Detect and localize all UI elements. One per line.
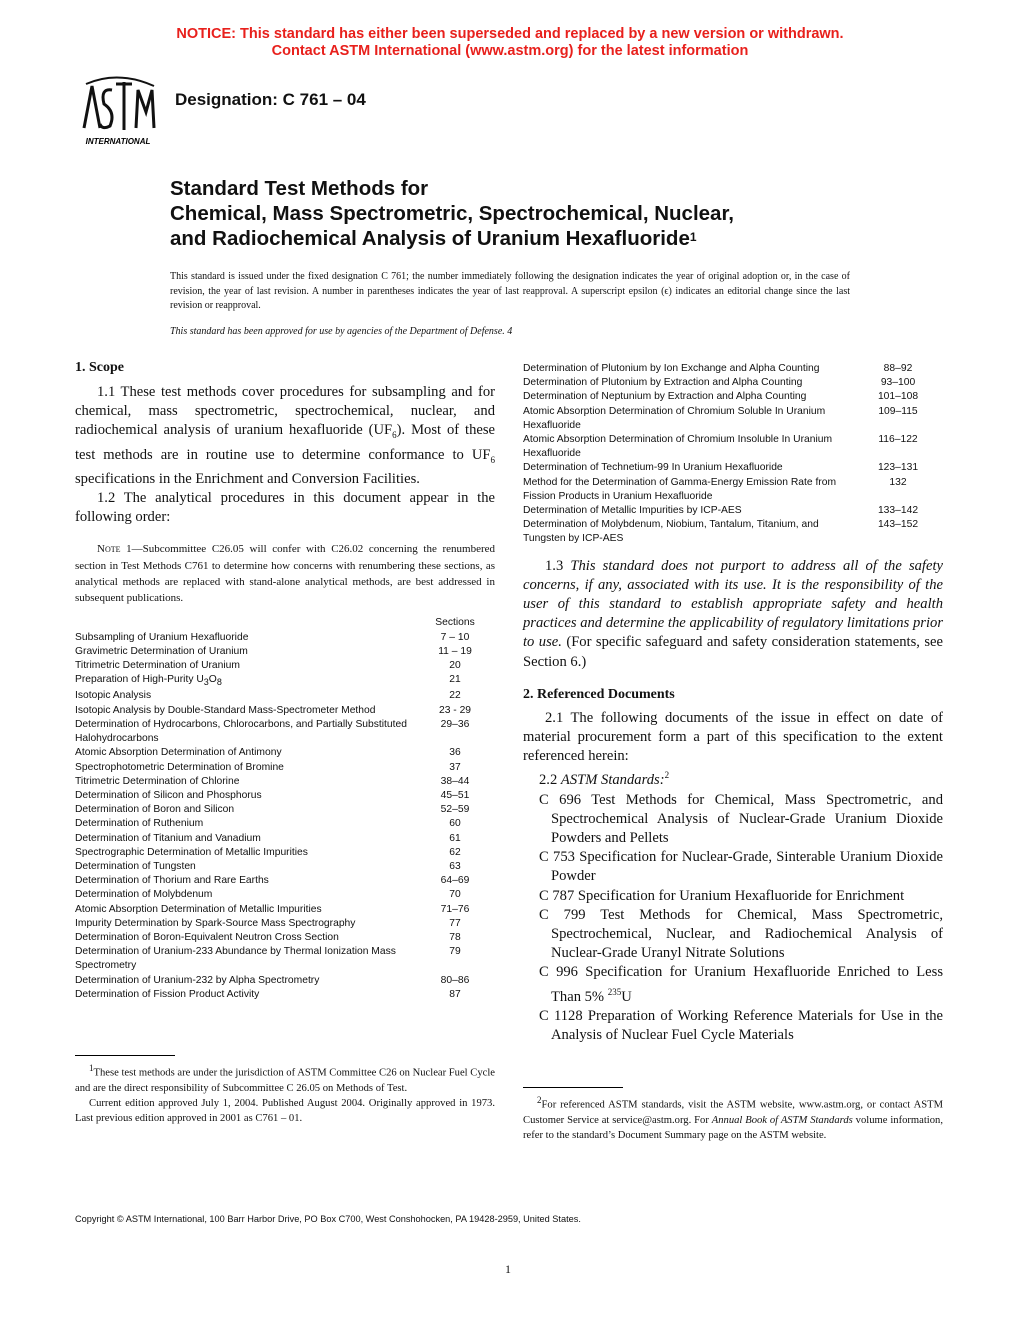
toc-sections: 133–142 (877, 505, 919, 517)
reference-item: C 787 Specification for Uranium Hexafluoride for Enrichment (539, 887, 905, 904)
notice-banner (0, 26, 1020, 60)
toc-row (75, 775, 495, 789)
title-line-1: Standard Test Methods for (170, 177, 429, 200)
toc-row (75, 903, 495, 917)
astm-standards-heading: 2.2 ASTM Standards:$^2$ (539, 770, 670, 789)
toc-sections: 80–86 (440, 974, 470, 986)
toc-row (75, 888, 495, 902)
toc-sections: 63 (449, 860, 461, 872)
toc-label: Atomic Absorption Determination of Antimony (75, 747, 282, 759)
reference-item: C 696 Test Methods for Chemical, Mass Spectrometric, and Spectrochemical Analysis of Nuclear-Grade Uranium Dioxide Powders and Pellets (539, 791, 943, 846)
toc-row (523, 518, 943, 546)
toc-label: Spectrographic Determination of Metallic Impurities (75, 846, 308, 858)
toc-sections: 21 (449, 674, 461, 686)
toc-sections: 87 (449, 988, 461, 1000)
toc-header-row (75, 616, 495, 630)
toc-label: Preparation of High-Purity U3O8 (75, 674, 222, 688)
toc-label: Determination of Molybdenum (75, 889, 213, 901)
toc-sections: 70 (449, 889, 461, 901)
toc-row (523, 390, 943, 404)
notice-line-2: Contact ASTM International (www.astm.org) for the latest information (271, 43, 749, 59)
toc-label: Determination of Technetium-99 In Uranium Hexafluoride (523, 462, 783, 474)
toc-row (523, 433, 943, 461)
toc-row (75, 761, 495, 775)
toc-sections: 20 (449, 660, 461, 672)
toc-sections: 38–44 (440, 775, 470, 787)
astm-international-logo (76, 76, 160, 148)
toc-row (523, 461, 943, 475)
referenced-paragraph-1: 2.1 The following documents of the issue in effect on date of material procurement form a part of this specification to the extent referenced herein: (523, 709, 943, 765)
toc-label: Determination of Boron and Silicon (75, 804, 235, 816)
toc-sections: 101–108 (877, 391, 919, 403)
toc-sections: 29–36 (440, 718, 470, 730)
toc-label: Atomic Absorption Determination of Metallic Impurities (75, 903, 322, 915)
toc-row (75, 645, 495, 659)
referenced-heading: 2. Referenced Documents (523, 686, 675, 702)
toc-sections: 116–122 (878, 434, 918, 446)
toc-sections: 132 (889, 476, 907, 488)
toc-row (523, 376, 943, 390)
toc-row (523, 476, 943, 504)
toc-row (75, 974, 495, 988)
toc-row (75, 917, 495, 931)
toc-sections: 109–115 (878, 405, 918, 417)
toc-row (75, 931, 495, 945)
toc-sections: 7 – 10 (440, 631, 470, 643)
toc-row (523, 362, 943, 376)
toc-sections: 37 (449, 761, 461, 773)
astm-logo-icon (76, 76, 160, 148)
toc-row (75, 718, 495, 746)
toc-label: Determination of Neptunium by Extraction and Alpha Counting (523, 391, 807, 403)
toc-sections: 22 (449, 690, 461, 702)
copyright: Copyright © ASTM International, 100 Barr Harbor Drive, PO Box C700, West Conshohocken, PA 19428-2959, United States. (75, 1214, 581, 1224)
toc-label: Determination of Fission Product Activity (75, 988, 260, 1000)
safety-paragraph: 1.3 This standard does not purport to address all of the safety concerns, if any, associated with its use. It is the responsibility of the user of this standard to establish appropriate safety and health practices and determine the applicability of regulatory limitations prior to use. (For specific safeguard and safety consideration statements, see Section 6.) (523, 557, 943, 670)
toc-label: Determination of Thorium and Rare Earths (75, 875, 269, 887)
toc-row (75, 860, 495, 874)
footnote-1: $^1$These test methods are under the jurisdiction of ASTM Committee C26 on Nuclear Fuel Cycle and are the direct responsibility of Subcommittee C 26.05 on Methods of Test. (75, 1062, 495, 1094)
logo-subtext: INTERNATIONAL (85, 137, 151, 146)
toc-row (523, 405, 943, 433)
toc-row (75, 789, 495, 803)
toc-sections: 77 (449, 917, 461, 929)
toc-row (75, 874, 495, 888)
left-column (75, 355, 495, 1126)
toc-label: Impurity Determination by Spark-Source Mass Spectrography (75, 917, 356, 929)
issued-statement: This standard is issued under the fixed designation C 761; the number immediately following the designation indicates the year of original adoption or, in the case of revision, the year of last revision. A number in parentheses indicates the year of last reapproval. A superscript epsilon (ϵ) indicates an editorial change since the last revision or reapproval. (170, 271, 850, 311)
toc-row (75, 832, 495, 846)
toc-sections: 123–131 (877, 462, 919, 474)
toc-sections-header: Sections (435, 617, 475, 629)
toc-row (523, 504, 943, 518)
toc-sections: 60 (449, 818, 461, 830)
reference-list (523, 791, 943, 964)
toc-sections: 62 (449, 846, 461, 858)
toc-sections: 64–69 (440, 875, 470, 887)
toc-label: Spectrophotometric Determination of Bromine (75, 761, 284, 773)
toc-row (75, 704, 495, 718)
toc-label: Determination of Molybdenum, Niobium, Tantalum, Titanium, and Tungsten by ICP-AES (523, 519, 819, 545)
approved-statement: This standard has been approved for use by agencies of the Department of Defense. 4 (170, 326, 513, 337)
toc-row (75, 945, 495, 973)
page-number: 1 (505, 1262, 511, 1276)
toc-label: Titrimetric Determination of Uranium (75, 660, 240, 672)
toc-sections: 93–100 (880, 377, 916, 389)
toc-label: Determination of Uranium-232 by Alpha Spectrometry (75, 974, 320, 986)
title-line-3: and Radiochemical Analysis of Uranium Hexafluoride (170, 227, 690, 250)
reference-item: C 996 Specification for Uranium Hexafluoride Enriched to Less Than 5% $^{235}$U (539, 964, 943, 1005)
reference-item: C 799 Test Methods for Chemical, Mass Spectrometric, Spectrochemical, Nuclear, and Radiochemical Analysis of Nuclear-Grade Uranyl Nitrate Solutions (539, 906, 943, 962)
toc-sections: 23 - 29 (438, 704, 472, 716)
toc-label: Method for the Determination of Gamma-Energy Emission Rate from Fission Products in Uranium Hexafluoride (523, 476, 837, 502)
notice-line-1: NOTICE: This standard has either been superseded and replaced by a new version or withdrawn. (176, 26, 844, 42)
toc-label: Determination of Tungsten (75, 860, 196, 872)
toc-sections: 36 (449, 747, 461, 759)
toc-sections: 11 – 19 (438, 645, 472, 657)
toc-label: Determination of Titanium and Vanadium (75, 832, 261, 844)
toc-label: Atomic Absorption Determination of Chromium Insoluble In Uranium Hexafluoride (523, 434, 833, 460)
toc-label: Determination of Plutonium by Extraction and Alpha Counting (523, 377, 803, 389)
toc-label: Determination of Uranium-233 Abundance by Thermal Ionization Mass Spectrometry (75, 946, 396, 972)
toc-label: Determination of Ruthenium (75, 818, 204, 830)
reference-item: C 1128 Preparation of Working Reference Materials for Use in the Analysis of Nuclear Fuel Cycle Materials (539, 1007, 943, 1043)
toc-row (75, 846, 495, 860)
scope-paragraph-2: 1.2 The analytical procedures in this document appear in the following order: (75, 489, 495, 526)
toc-sections: 52–59 (440, 804, 470, 816)
toc-label: Isotopic Analysis (75, 690, 152, 702)
footnote-1b: Current edition approved July 1, 2004. Published August 2004. Originally approved in 1973. Last previous edition approved in 2001 as C761 – 01. (75, 1097, 495, 1125)
toc-row (75, 746, 495, 760)
toc-label: Atomic Absorption Determination of Chromium Soluble In Uranium Hexafluoride (523, 405, 826, 431)
toc-label: Determination of Metallic Impurities by ICP-AES (523, 505, 742, 517)
document-title (170, 176, 870, 251)
toc-row (75, 631, 495, 645)
toc-label: Gravimetric Determination of Uranium (75, 645, 248, 657)
toc-row (75, 659, 495, 673)
toc-label: Determination of Silicon and Phosphorus (75, 789, 262, 801)
toc-row (75, 689, 495, 703)
toc-sections: 45–51 (440, 789, 470, 801)
toc-sections: 88–92 (883, 363, 913, 374)
toc-row (75, 988, 495, 1002)
scope-heading: 1. Scope (75, 360, 124, 375)
toc-sections: 143–152 (877, 519, 919, 531)
toc-label: Subsampling of Uranium Hexafluoride (75, 631, 249, 643)
note-1: Note 1—Subcommittee C26.05 will confer with C26.02 concerning the renumbered section in Test Methods C761 to determine how concerns with renumbering these sections, as analytical methods are replaced with stand-alone analytical methods, are best addressed in subsequent publications. (75, 543, 496, 605)
footnote-rule (523, 1087, 623, 1088)
toc-row (75, 817, 495, 831)
toc-sections: 79 (449, 946, 461, 958)
title-line-2: Chemical, Mass Spectrometric, Spectrochemical, Nuclear, (170, 202, 734, 225)
reference-item: C 753 Specification for Nuclear-Grade, Sinterable Uranium Dioxide Powder (539, 849, 943, 885)
toc-sections: 71–76 (440, 903, 470, 915)
footnote-rule (75, 1055, 175, 1056)
toc-sections: 61 (449, 832, 461, 844)
scope-paragraph-1: 1.1 These test methods cover procedures for subsampling and for chemical, mass spectrometric, spectrochemical, nuclear, and radiochemical analysis of uranium hexafluoride $(UF_6)$. Most of these test methods are in routine use to determine conformance to $UF_6$ specifications in the Enrichment and Conversion Facilities. (75, 384, 495, 487)
toc-label: Titrimetric Determination of Chlorine (75, 775, 240, 787)
toc-label: Isotopic Analysis by Double-Standard Mass-Spectrometer Method (75, 704, 376, 716)
toc-label: Determination of Hydrocarbons, Chlorocarbons, and Partially Substituted Halohydrocarbons (75, 718, 407, 745)
right-column (523, 362, 943, 1143)
toc-row (75, 673, 495, 689)
toc-right (523, 362, 943, 547)
toc-row (75, 803, 495, 817)
designation: Designation: C 761 – 04 (175, 90, 366, 109)
title-footnote-mark: 1 (689, 230, 697, 244)
toc-label: Determination of Plutonium by Ion Exchange and Alpha Counting (523, 363, 820, 374)
footnote-2: $^2$For referenced ASTM standards, visit the ASTM website, www.astm.org, or contact ASTM Customer Service at service@astm.org. For Annual Book of ASTM Standards volume information, refer to the standard’s Document Summary page on the ASTM website. (523, 1095, 943, 1141)
toc-left (75, 616, 495, 1002)
toc-label: Determination of Boron-Equivalent Neutron Cross Section (75, 931, 339, 943)
toc-sections: 78 (449, 931, 461, 943)
